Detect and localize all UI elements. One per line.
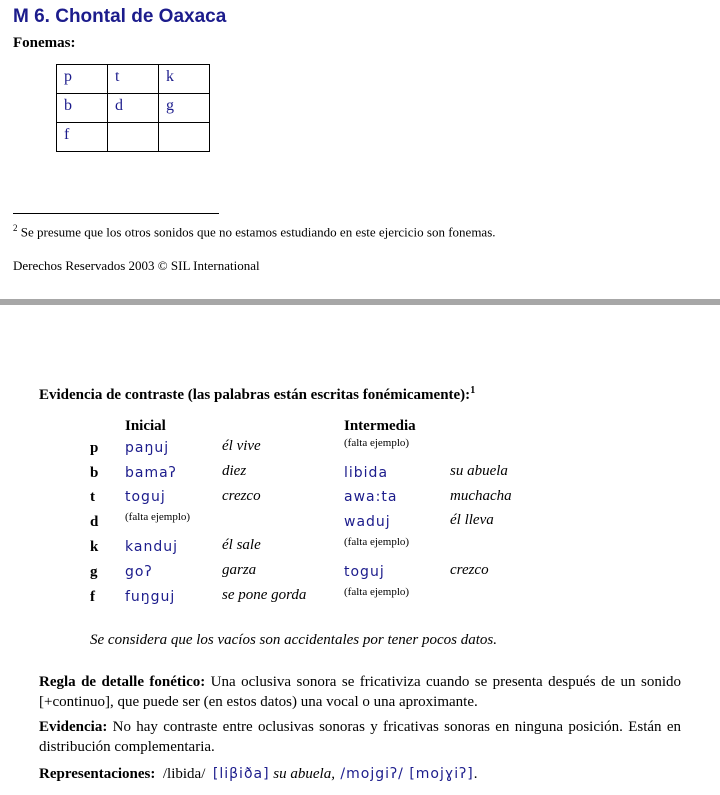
medial-word: libida <box>344 465 389 481</box>
table-row <box>57 94 210 123</box>
col-medial-header: Intermedia <box>344 418 416 434</box>
page-separator <box>0 299 720 305</box>
footnote-rule <box>13 213 219 214</box>
initial-missing: (falta ejemplo) <box>125 511 191 523</box>
phoneme-cell: k <box>159 65 210 94</box>
initial-gloss: se pone gorda <box>222 587 307 603</box>
initial-gloss: él sale <box>222 537 261 553</box>
medial-missing: (falta ejemplo) <box>344 586 410 598</box>
initial-word: toguj <box>125 489 166 505</box>
initial-word: paŋuj <box>125 440 170 456</box>
phonetic-form-2: [mojɣiʔ] <box>409 766 474 782</box>
phonemic-form-2: /mojgiʔ/ <box>334 766 410 782</box>
medial-missing: (falta ejemplo) <box>344 536 410 548</box>
copyright: Derechos Reservados 2003 © SIL International <box>13 258 260 273</box>
footnote-text: Se presume que los otros sonidos que no estamos estudiando en este ejercicio son fonemas. <box>17 224 496 240</box>
col-initial-header: Inicial <box>125 418 166 434</box>
phonetic-form-1: [liβiða] <box>212 766 270 782</box>
phoneme-cell: f <box>57 123 108 152</box>
initial-word: bamaʔ <box>125 465 177 481</box>
rep-gloss-1: su abuela, <box>269 766 335 782</box>
medial-missing-note: (falta ejemplo) <box>344 437 410 449</box>
evidencia-paragraph <box>39 717 681 757</box>
representaciones-line <box>39 766 477 783</box>
footnote-number: 2 <box>13 223 18 233</box>
medial-word: waduj <box>344 514 391 530</box>
phonemic-form-1: /libida/ <box>155 766 213 782</box>
regla-label: Regla de detalle fonético: <box>39 674 206 690</box>
representaciones-label: Representaciones: <box>39 766 156 782</box>
row-phoneme: f <box>90 589 95 605</box>
evidencia-label: Evidencia: <box>39 719 108 735</box>
table-row <box>57 123 210 152</box>
footnote <box>13 223 496 240</box>
medial-gloss: su abuela <box>450 463 508 479</box>
accidental-gaps-note: Se considera que los vacíos son accidentales por tener pocos datos. <box>90 632 498 648</box>
row-phoneme: p <box>90 440 99 456</box>
phoneme-cell: t <box>108 65 159 94</box>
medial-word: toguj <box>344 564 385 580</box>
phoneme-cell: p <box>57 65 108 94</box>
phoneme-cell: g <box>159 94 210 123</box>
row-phoneme: k <box>90 539 99 555</box>
initial-gloss: crezco <box>222 488 261 504</box>
rep-end: . <box>473 766 478 782</box>
medial-gloss: él lleva <box>450 512 494 528</box>
regla-text: Una oclusiva sonora se fricativiza cuando se presenta después de un sonido [+continuo], que puede ser (en estos datos) una vocal o una aproximante. <box>39 674 681 710</box>
row-phoneme: b <box>90 465 99 481</box>
phoneme-cell <box>159 123 210 152</box>
initial-word: goʔ <box>125 564 153 580</box>
evidence-heading-text: Evidencia de contraste (las palabras están escritas fonémicamente): <box>39 387 471 403</box>
row-phoneme: g <box>90 564 98 580</box>
phoneme-cell <box>108 123 159 152</box>
initial-gloss: él vive <box>222 438 261 454</box>
table-row <box>57 65 210 94</box>
evidence-heading <box>39 385 475 404</box>
phoneme-table <box>56 64 210 152</box>
evidence-heading-sup: 1 <box>470 385 476 396</box>
evidencia-text: No hay contraste entre oclusivas sonoras y fricativas sonoras en ninguna posición. Están en distribución complementaria. <box>39 719 681 755</box>
initial-gloss: garza <box>222 562 257 578</box>
phoneme-cell: d <box>108 94 159 123</box>
fonemas-label: Fonemas: <box>13 35 76 51</box>
phoneme-cell: b <box>57 94 108 123</box>
medial-gloss: crezco <box>450 562 489 578</box>
initial-word: fuŋguj <box>125 589 176 605</box>
row-phoneme: t <box>90 489 95 505</box>
page-title: M 6. Chontal de Oaxaca <box>13 6 227 27</box>
medial-gloss: muchacha <box>450 488 512 504</box>
row-phoneme: d <box>90 514 99 530</box>
initial-gloss: diez <box>222 463 247 479</box>
initial-word: kanduj <box>125 539 178 555</box>
medial-word: awa:ta <box>344 489 398 505</box>
regla-paragraph <box>39 672 681 712</box>
